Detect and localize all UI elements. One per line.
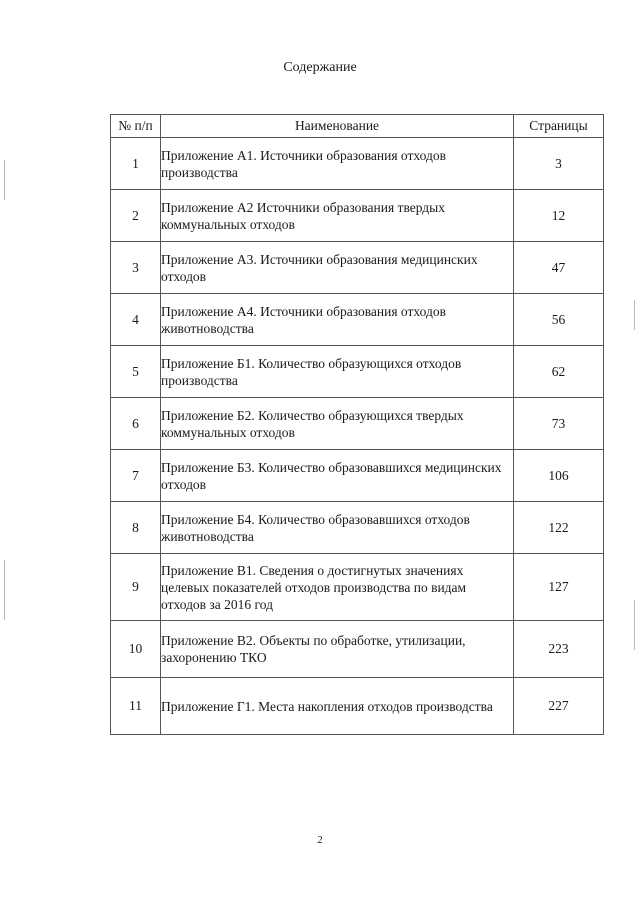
row-name: Приложение Б4. Количество образовавшихся отходов животноводства	[161, 502, 514, 554]
page-number: 2	[317, 834, 323, 846]
row-page: 56	[514, 294, 604, 346]
header-pages: Страницы	[514, 115, 604, 138]
row-page: 73	[514, 398, 604, 450]
row-page: 3	[514, 138, 604, 190]
row-number: 11	[111, 678, 161, 735]
row-page: 47	[514, 242, 604, 294]
scan-edge-mark	[634, 300, 635, 330]
table-row	[111, 678, 604, 735]
row-name: Приложение А2 Источники образования твердых коммунальных отходов	[161, 190, 514, 242]
table-row	[111, 190, 604, 242]
table-row	[111, 398, 604, 450]
row-page: 62	[514, 346, 604, 398]
row-page: 227	[514, 678, 604, 735]
contents-table	[110, 114, 604, 735]
table-row	[111, 294, 604, 346]
row-page: 106	[514, 450, 604, 502]
row-name: Приложение А4. Источники образования отходов животноводства	[161, 294, 514, 346]
table-row	[111, 346, 604, 398]
scan-edge-mark	[4, 560, 5, 620]
row-number: 1	[111, 138, 161, 190]
row-name: Приложение Б3. Количество образовавшихся медицинских отходов	[161, 450, 514, 502]
row-page: 122	[514, 502, 604, 554]
row-number: 2	[111, 190, 161, 242]
scan-edge-mark	[634, 600, 635, 650]
row-number: 9	[111, 554, 161, 621]
row-number: 4	[111, 294, 161, 346]
table-header-row	[111, 115, 604, 138]
table-row	[111, 450, 604, 502]
table-row	[111, 502, 604, 554]
header-number: № п/п	[111, 115, 161, 138]
table-row	[111, 621, 604, 678]
row-name: Приложение А3. Источники образования медицинских отходов	[161, 242, 514, 294]
row-page: 12	[514, 190, 604, 242]
table-row	[111, 242, 604, 294]
row-number: 3	[111, 242, 161, 294]
row-page: 127	[514, 554, 604, 621]
row-number: 8	[111, 502, 161, 554]
row-name: Приложение Г1. Места накопления отходов производства	[161, 678, 514, 735]
row-page: 223	[514, 621, 604, 678]
row-name: Приложение В1. Сведения о достигнутых значениях целевых показателей отходов производства по видам отходов за 2016 год	[161, 554, 514, 621]
row-name: Приложение А1. Источники образования отходов производства	[161, 138, 514, 190]
header-name: Наименование	[161, 115, 514, 138]
table-row	[111, 554, 604, 621]
table-row	[111, 138, 604, 190]
page-title: Содержание	[283, 60, 357, 75]
row-number: 6	[111, 398, 161, 450]
row-name: Приложение Б2. Количество образующихся твердых коммунальных отходов	[161, 398, 514, 450]
row-name: Приложение Б1. Количество образующихся отходов производства	[161, 346, 514, 398]
row-number: 5	[111, 346, 161, 398]
row-name: Приложение В2. Объекты по обработке, утилизации, захоронению ТКО	[161, 621, 514, 678]
row-number: 7	[111, 450, 161, 502]
row-number: 10	[111, 621, 161, 678]
scan-edge-mark	[4, 160, 5, 200]
